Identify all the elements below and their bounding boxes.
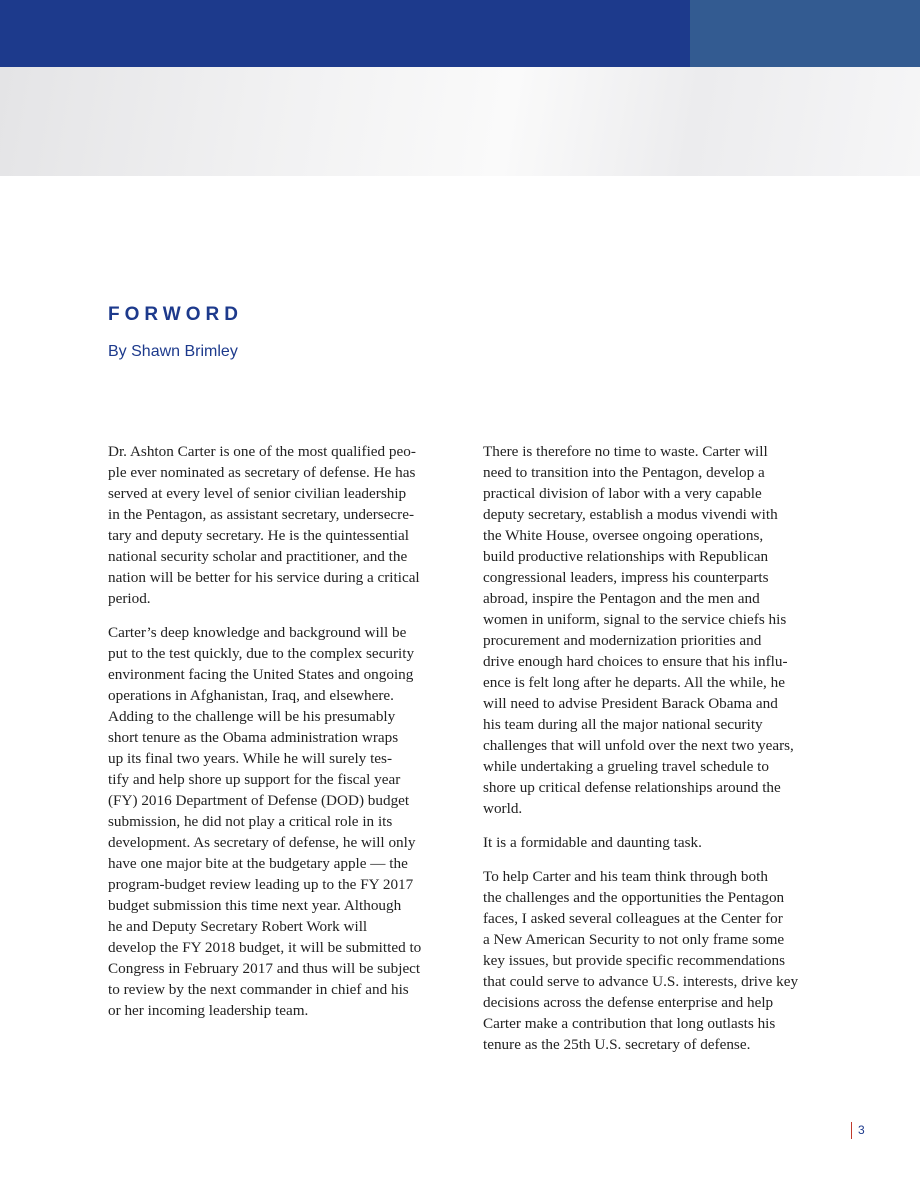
text-line: women in uniform, signal to the service chiefs his: [483, 611, 787, 628]
paragraph: [108, 622, 454, 1021]
text-line: decisions across the defense enterprise and help: [483, 994, 774, 1011]
text-line: in the Pentagon, as assistant secretary, undersecre-: [108, 506, 415, 523]
header-banner-image: [0, 67, 920, 176]
paragraph: [483, 866, 829, 1055]
text-line: submission, he did not play a critical role in its: [108, 813, 393, 830]
page-number: 3: [858, 1123, 865, 1137]
header-bar: [0, 0, 690, 67]
author-byline: By Shawn Brimley: [108, 343, 238, 360]
text-line: ple ever nominated as secretary of defense. He has: [108, 464, 416, 481]
text-line: put to the test quickly, due to the complex security: [108, 645, 415, 662]
text-line: need to transition into the Pentagon, develop a: [483, 464, 765, 481]
text-line: (FY) 2016 Department of Defense (DOD) budget: [108, 792, 410, 809]
text-line: tenure as the 25th U.S. secretary of defense.: [483, 1036, 751, 1053]
text-line: have one major bite at the budgetary apple — the: [108, 855, 408, 872]
text-line: national security scholar and practitioner, and the: [108, 548, 408, 565]
text-line: There is therefore no time to waste. Carter will: [483, 443, 768, 460]
header-bar-accent: [690, 0, 920, 67]
text-line: the challenges and the opportunities the Pentagon: [483, 889, 785, 906]
paragraph: [483, 441, 829, 819]
text-line: build productive relationships with Republican: [483, 548, 769, 565]
text-line: short tenure as the Obama administration wraps: [108, 729, 399, 746]
text-line: nation will be better for his service during a critical: [108, 569, 420, 586]
text-line: key issues, but provide specific recommendations: [483, 952, 785, 969]
text-line: will need to advise President Barack Obama and: [483, 695, 778, 712]
text-line: Congress in February 2017 and thus will be subject: [108, 960, 421, 977]
text-line: practical division of labor with a very capable: [483, 485, 762, 502]
text-line: congressional leaders, impress his counterparts: [483, 569, 769, 586]
paragraph: [108, 441, 454, 609]
text-line: served at every level of senior civilian leadership: [108, 485, 407, 502]
text-line: program-budget review leading up to the FY 2017: [108, 876, 414, 893]
text-line: deputy secretary, establish a modus vivendi with: [483, 506, 778, 523]
text-line: his team during all the major national security: [483, 716, 763, 733]
text-line: Carter make a contribution that long outlasts his: [483, 1015, 776, 1032]
text-line: Carter’s deep knowledge and background will be: [108, 624, 407, 641]
page-title: FORWORD: [108, 304, 243, 325]
text-line: environment facing the United States and ongoing: [108, 666, 414, 683]
text-line: while undertaking a grueling travel schedule to: [483, 758, 769, 775]
text-line: the White House, oversee ongoing operations,: [483, 527, 764, 544]
text-line: It is a formidable and daunting task.: [483, 834, 702, 851]
text-line: ence is felt long after he departs. All the while, he: [483, 674, 785, 691]
text-line: tary and deputy secretary. He is the quintessential: [108, 527, 409, 544]
text-line: that could serve to advance U.S. interests, drive key: [483, 973, 799, 990]
text-line: abroad, inspire the Pentagon and the men and: [483, 590, 760, 607]
text-line: up its final two years. While he will surely tes-: [108, 750, 393, 767]
text-line: world.: [483, 800, 523, 817]
text-line: challenges that will unfold over the next two years,: [483, 737, 794, 754]
text-line: or her incoming leadership team.: [108, 1002, 309, 1019]
text-line: drive enough hard choices to ensure that his influ-: [483, 653, 788, 670]
text-line: procurement and modernization priorities and: [483, 632, 762, 649]
paragraph: [483, 832, 829, 853]
text-line: Adding to the challenge will be his presumably: [108, 708, 396, 725]
text-line: development. As secretary of defense, he will only: [108, 834, 416, 851]
text-line: develop the FY 2018 budget, it will be submitted to: [108, 939, 422, 956]
text-line: tify and help shore up support for the fiscal year: [108, 771, 401, 788]
right-column: [483, 441, 829, 1068]
text-line: shore up critical defense relationships around the: [483, 779, 781, 796]
text-line: he and Deputy Secretary Robert Work will: [108, 918, 368, 935]
text-line: faces, I asked several colleagues at the Center for: [483, 910, 783, 927]
text-line: to review by the next commander in chief and his: [108, 981, 409, 998]
page-number-divider: [851, 1122, 852, 1139]
text-line: Dr. Ashton Carter is one of the most qualified peo-: [108, 443, 416, 460]
text-line: a New American Security to not only frame some: [483, 931, 785, 948]
text-line: period.: [108, 590, 151, 607]
text-line: operations in Afghanistan, Iraq, and elsewhere.: [108, 687, 394, 704]
text-line: To help Carter and his team think through both: [483, 868, 768, 885]
text-line: budget submission this time next year. Although: [108, 897, 402, 914]
left-column: [108, 441, 454, 1034]
